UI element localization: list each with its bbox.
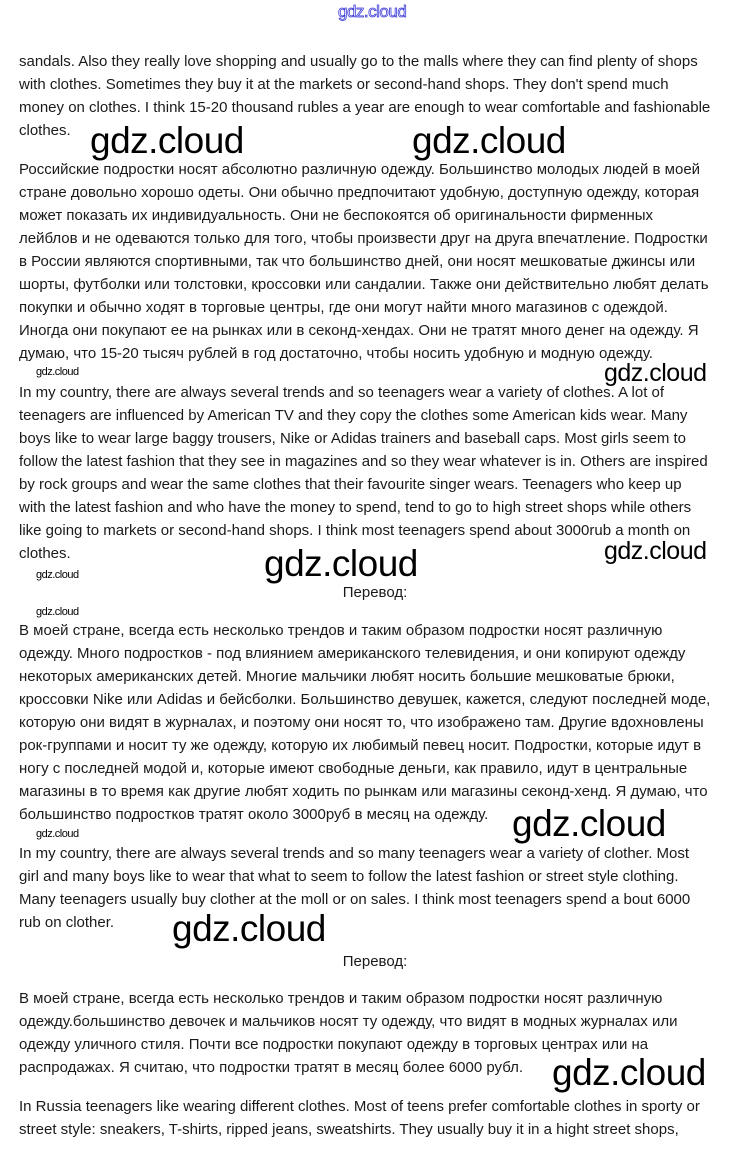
paragraph-4-line: В моей стране, всегда есть несколько трендов и таким образом подростки носят различную <box>19 622 663 639</box>
watermark: gdz.cloud <box>512 803 666 844</box>
translation-heading: Перевод: <box>342 584 408 601</box>
paragraph-5-line: rub on clother. <box>19 914 115 931</box>
paragraph-4-line: одежду. Много подростков - под влиянием американского телевидения, и они копируют одежду <box>19 645 686 662</box>
paragraph-4-line: некоторых американских детей. Многие мальчики любят носить большие мешковатые брюки, <box>19 668 675 685</box>
paragraph-4-line: большинство подростков тратят около 3000руб в месяц на одежду. <box>19 806 489 823</box>
paragraph-3-line: by rock groups and wear the same clothes that their favourite singer wears. Teenagers who keep up <box>19 476 682 493</box>
paragraph-1-line: money on clothes. I think 15-20 thousand rubles a year are enough to wear comfortable and fashionable <box>19 99 711 116</box>
paragraph-6-line: распродажах. Я считаю, что подростки тратят в месяц более 6000 рубл. <box>19 1059 524 1076</box>
watermark-logo-top: gdz.cloud <box>338 2 407 21</box>
paragraph-2-line: лейблов и не одеваются только для того, чтобы произвести друг на друга впечатление. Подростки <box>19 230 708 247</box>
paragraph-5-line: In my country, there are always several trends and so many teenagers wear a variety of clother. Most <box>19 845 690 862</box>
watermark: gdz.cloud <box>172 908 326 949</box>
paragraph-3-line: clothes. <box>19 545 71 562</box>
watermark: gdz.cloud <box>604 537 707 565</box>
paragraph-5-line: girl and many boys like to wear that what to seem to follow the latest fashion or street style clothing. <box>19 868 679 885</box>
paragraph-3-line: with the latest fashion and who have the money to spend, tend to go to high street shops while others <box>19 499 692 516</box>
watermark: gdz.cloud <box>36 606 79 618</box>
watermark: gdz.cloud <box>412 120 566 161</box>
paragraph-1-line: clothes. <box>19 122 71 139</box>
watermark: gdz.cloud <box>264 543 418 584</box>
paragraph-4-line: кроссовки Nike или Adidas и бейсболки. Большинство девушек, кажется, следуют последней моде, <box>19 691 711 708</box>
watermark: gdz.cloud <box>604 359 707 387</box>
paragraph-3-line: follow the latest fashion that they see in magazines and so they wear whatever is in. Others are inspired <box>19 453 708 470</box>
paragraph-6-line: одежду.большинство девочек и мальчиков носят ту одежду, что видят в модных журналах или <box>19 1013 678 1030</box>
paragraph-4-line: которую они видят в журналах, и поэтому они носят то, что изображено там. Другие вдохновлены <box>19 714 704 731</box>
paragraph-3-line: like going to markets or second-hand shops. I think most teenagers spend about 3000rub a month on <box>19 522 691 539</box>
watermark: gdz.cloud <box>552 1052 706 1093</box>
paragraph-4-line: ногу с последней модой и, которые имеют свободные деньги, как правило, идут в центральные <box>19 760 688 777</box>
paragraph-2-line: в России являются спортивными, так что большинство дней, они носят мешковатые джинсы или <box>19 253 696 270</box>
watermark: gdz.cloud <box>36 828 79 840</box>
paragraph-7-line: street style: sneakers, T-shirts, ripped jeans, sweatshirts. They usually buy it in a hight street shops, <box>19 1121 679 1138</box>
paragraph-7-line: In Russia teenagers like wearing different clothes. Most of teens prefer comfortable clothes in sporty or <box>19 1098 700 1115</box>
paragraph-2-line: Иногда они покупают ее на рынках или в секонд-хендах. Они не тратят много денег на одежду. Я <box>19 322 699 339</box>
paragraph-6-line: В моей стране, всегда есть несколько трендов и таким образом подростки носят различную <box>19 990 663 1007</box>
paragraph-1-line: with clothes. Sometimes they buy it at the markets or second-hand shops. They don't spend much <box>19 76 669 93</box>
translation-heading: Перевод: <box>342 953 408 970</box>
paragraph-4-line: магазины в то время как другие любят ходить по рынкам или магазины секонд-хенд. Я думаю, что <box>19 783 708 800</box>
watermark: gdz.cloud <box>36 569 79 581</box>
paragraph-2-line: Российские подростки носят абсолютно различную одежду. Большинство молодых людей в моей <box>19 161 701 178</box>
watermark: gdz.cloud <box>90 120 244 161</box>
watermark: gdz.cloud <box>36 366 79 378</box>
paragraph-3-line: In my country, there are always several trends and so teenagers wear a variety of clothes. A lot of <box>19 384 665 401</box>
paragraph-2-line: стране довольно хорошо одеты. Они обычно предпочитают удобную, доступную одежду, которая <box>19 184 700 201</box>
paragraph-2-line: покупки и обычно ходят в торговые центры, где они могут найти много магазинов с одеждой. <box>19 299 668 316</box>
paragraph-3-line: teenagers are influenced by American TV and they copy the clothes some American kids wear. Many <box>19 407 688 424</box>
paragraph-2-line: может показать их индивидуальность. Они не беспокоятся об оригинальности фирменных <box>19 207 654 224</box>
paragraph-1-line: sandals. Also they really love shopping and usually go to the malls where they can find plenty of shops <box>19 53 698 70</box>
paragraph-4-line: рок-группами и носит ту же одежду, которую их любимый певец носит. Подростки, которые идут в <box>19 737 702 754</box>
paragraph-5-line: Many teenagers usually buy clother at the moll or on sales. I think most teenagers spend a bout 6000 <box>19 891 691 908</box>
paragraph-2-line: думаю, что 15-20 тысяч рублей в год достаточно, чтобы носить удобную и модную одежду. <box>19 345 653 362</box>
paragraph-2-line: шорты, футболки или толстовки, кроссовки или сандалии. Также они действительно любят делать <box>19 276 709 293</box>
paragraph-3-line: boys like to wear large baggy trousers, Nike or Adidas trainers and baseball caps. Most girls seem to <box>19 430 686 447</box>
paragraph-6-line: одежду уличного стиля. Почти все подростки покупают одежду в торговых центрах или на <box>19 1036 649 1053</box>
